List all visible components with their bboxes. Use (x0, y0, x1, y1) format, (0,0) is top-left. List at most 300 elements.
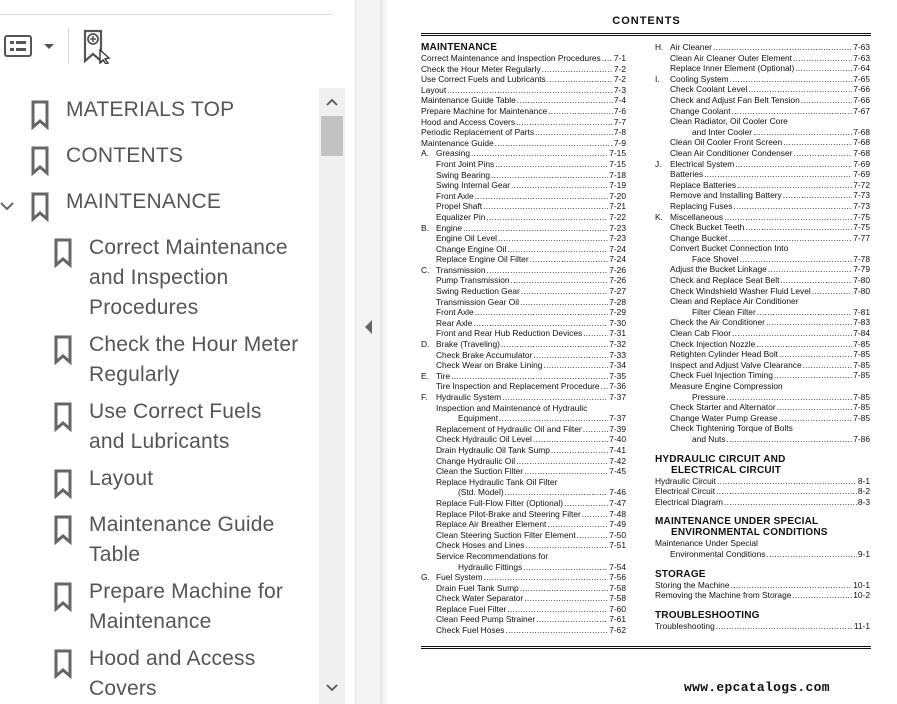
toc-entry[interactable] (421, 117, 626, 128)
panel-splitter[interactable] (355, 0, 381, 704)
leader-dots (740, 254, 853, 265)
leader-dots (507, 604, 608, 615)
toc-entry[interactable] (655, 148, 870, 159)
toc-page-number: 7-68 (853, 126, 870, 137)
leader-dots (812, 286, 853, 297)
toc-entry-text: Check Hydraulic Oil Level (436, 434, 532, 445)
leader-dots (783, 190, 853, 201)
toc-entry[interactable] (421, 201, 626, 212)
toc-entry[interactable] (655, 497, 870, 508)
toc-entry[interactable] (421, 614, 626, 625)
toc-entry[interactable] (655, 222, 870, 233)
toc-entry[interactable] (655, 339, 870, 350)
leader-dots (511, 275, 609, 286)
toc-entry-text: Hood and Access Covers (421, 116, 516, 127)
toc-group-entry[interactable] (421, 572, 626, 583)
toc-entry[interactable] (421, 328, 626, 339)
toc-entry[interactable] (421, 562, 626, 573)
chevron-up-icon (325, 97, 339, 107)
toc-entry[interactable] (655, 180, 870, 191)
leader-dots (533, 434, 608, 445)
toc-group-entry[interactable] (421, 371, 626, 382)
toc-entry[interactable] (655, 413, 870, 424)
toc-entry[interactable] (421, 604, 626, 615)
leader-dots (499, 413, 608, 424)
toc-entry[interactable] (421, 95, 626, 106)
toc-entry-text: Periodic Replacement of Parts (421, 127, 535, 138)
toc-entry-text: Batteries (670, 169, 704, 180)
toolbar-top-divider (0, 14, 333, 15)
toc-group-title: Engine (436, 222, 463, 233)
toc-group-title: Cooling System (670, 73, 729, 84)
toc-entry-text: Correct Maintenance and Inspection Procedures (421, 53, 601, 63)
leader-dots (542, 64, 613, 75)
toc-entry-text: Clean Air Conditioner Condenser (670, 147, 793, 158)
toc-entry[interactable] (421, 381, 626, 392)
bookmark-item[interactable] (30, 95, 300, 130)
toc-page-number: 7-85 (853, 370, 870, 381)
toc-entry-text: Service Recommendations for (436, 550, 549, 561)
leader-dots (730, 74, 853, 85)
toc-section-heading-line2: ENVIRONMENTAL CONDITIONS (671, 527, 828, 539)
leader-dots (731, 580, 853, 591)
leader-dots (733, 201, 852, 212)
toc-entry-text: Front and Rear Hub Reduction Devices (436, 328, 583, 339)
toc-page-number: 10-2 (853, 590, 870, 601)
bookmark-icon (53, 582, 73, 612)
toc-entry[interactable] (421, 85, 626, 96)
leader-dots (507, 244, 608, 255)
toc-group-entry[interactable] (421, 392, 626, 403)
leader-dots (491, 170, 608, 181)
leader-dots (447, 85, 613, 96)
leader-dots (475, 307, 609, 318)
scroll-up-button[interactable] (319, 88, 345, 116)
leader-dots (716, 486, 857, 497)
toc-page-number: 7-37 (609, 392, 626, 402)
toc-page-number: 7-23 (609, 222, 626, 233)
toc-entry-text: Clean Cab Floor (670, 328, 731, 339)
bookmarks-scrollbar[interactable] (319, 88, 345, 704)
bottom-rule (421, 646, 871, 649)
toc-entry[interactable] (421, 275, 626, 286)
toc-entry-text: Change Hydraulic Oil (436, 455, 516, 466)
toc-entry-text: Check the Air Conditioner (670, 317, 765, 328)
toc-page-number: 7-46 (609, 487, 626, 498)
toc-entry[interactable] (421, 413, 626, 424)
toc-entry[interactable] (655, 201, 870, 212)
toc-entry[interactable] (421, 540, 626, 551)
bookmark-label: Correct Maintenance and Inspection Procedures (89, 236, 288, 319)
expand-chevron-icon[interactable] (0, 197, 16, 215)
toc-entry-text: Electrical Circuit (655, 486, 716, 497)
leader-dots (535, 127, 613, 138)
toc-entry[interactable] (655, 549, 870, 560)
toc-page-number: 7-51 (609, 540, 626, 551)
toc-page-number: 7-15 (609, 148, 626, 159)
toc-page-number: 7-75 (853, 211, 870, 222)
toc-entry-text: Filter Clean Filter (692, 306, 756, 317)
toc-entry[interactable] (421, 286, 626, 297)
toc-entry[interactable] (421, 445, 626, 456)
toc-entry[interactable] (655, 317, 870, 328)
bookmark-icon (30, 192, 50, 222)
bookmark-icon (53, 402, 73, 432)
chevron-down-icon (325, 683, 339, 693)
toc-entry[interactable] (421, 424, 626, 435)
scrollbar-thumb[interactable] (321, 116, 343, 156)
toc-page-number: 7-4 (613, 95, 626, 106)
toc-entry-text: Replacement of Hydraulic Oil and Filter (436, 423, 582, 434)
toc-entry-text: Troubleshooting (655, 620, 715, 631)
toc-entry-text: Convert Bucket Connection Into (670, 243, 789, 254)
bookmark-icon (30, 146, 50, 176)
toc-entry[interactable] (655, 360, 870, 371)
toc-page-number: 7-27 (609, 286, 626, 297)
leader-dots (704, 169, 852, 180)
toc-page-number: 7-50 (609, 529, 626, 540)
toc-entry[interactable] (421, 466, 626, 477)
bookmark-tree (0, 88, 316, 704)
options-list-icon (4, 34, 36, 58)
toc-entry[interactable] (421, 180, 626, 191)
bookmark-icon (30, 100, 50, 130)
toc-entry[interactable] (421, 64, 626, 75)
toc-page-number: 7-29 (609, 307, 626, 318)
leader-dots (520, 583, 609, 594)
chevron-down-icon (42, 41, 56, 51)
leader-dots (795, 63, 852, 74)
toc-page-number: 7-45 (609, 466, 626, 477)
toc-entry[interactable] (421, 625, 626, 636)
leader-dots (745, 222, 852, 233)
toc-group-entry[interactable] (655, 74, 870, 85)
collapse-panel-icon[interactable] (362, 318, 374, 336)
toc-entry-text: Prepare Machine for Maintenance (421, 105, 548, 116)
leader-dots (516, 117, 613, 128)
toc-entry[interactable] (421, 307, 626, 318)
toc-entry-text: Replace Full-Flow Filter (Optional) (436, 497, 564, 508)
toc-group-title: Fuel System (436, 572, 483, 583)
bookmark-item[interactable] (53, 330, 303, 390)
toc-page-number: 7-69 (853, 158, 870, 169)
toc-entry[interactable] (655, 476, 870, 487)
toc-entry-text: Check Brake Accumulator (436, 349, 533, 360)
toc-entry-text: Check Injection Nozzle (670, 338, 756, 349)
toc-entry-text: Swing Bearing (436, 169, 491, 180)
toc-page-number: 7-32 (609, 339, 626, 350)
toc-entry[interactable] (421, 254, 626, 265)
leader-dots (753, 127, 852, 138)
leader-dots (601, 381, 609, 392)
bookmark-label: MAINTENANCE (66, 190, 222, 213)
toc-entry[interactable] (655, 590, 870, 601)
toc-entry[interactable] (421, 318, 626, 329)
toc-entry-text: Remove and Installing Battery (670, 190, 782, 201)
toc-entry[interactable] (421, 530, 626, 541)
toc-group-entry[interactable] (421, 148, 626, 159)
toc-entry[interactable] (655, 127, 870, 138)
toc-entry[interactable] (421, 170, 626, 181)
toc-group-letter: E. (421, 370, 429, 381)
toc-section-heading: STORAGE (655, 568, 706, 580)
toc-entry-text: Inspection and Maintenance of Hydraulic (436, 402, 588, 413)
toc-entry[interactable] (655, 370, 870, 381)
toc-entry-text: Front Joint Pins (436, 158, 495, 169)
toc-entry-text: Clean and Replace Air Conditioner (670, 296, 799, 307)
toc-page-number: 7-48 (609, 508, 626, 519)
new-bookmark-button[interactable] (80, 26, 120, 66)
leader-dots (473, 318, 608, 329)
toc-entry-text: Use Correct Fuels and Lubricants (421, 74, 546, 85)
toc-page-number: 7-26 (609, 264, 626, 275)
toc-entry-text: Swing Internal Gear (436, 180, 511, 191)
bookmark-label: Hood and Access Covers (89, 647, 256, 700)
toc-page-number: 7-39 (609, 423, 626, 434)
leader-dots (548, 106, 613, 117)
bookmark-item[interactable] (53, 644, 303, 704)
toc-entry[interactable] (655, 190, 870, 201)
toc-group-letter: C. (421, 264, 430, 275)
toc-entry-text: Check Starter and Alternator (670, 402, 776, 413)
bookmarks-panel (0, 0, 355, 704)
toc-page-number: 7-85 (853, 402, 870, 413)
toc-page-number: 7-19 (609, 180, 626, 191)
toc-group-letter: J. (655, 158, 662, 169)
bookmark-icon (53, 335, 73, 365)
toc-entry[interactable] (421, 519, 626, 530)
toc-entry[interactable] (421, 434, 626, 445)
toc-group-letter: G. (421, 572, 430, 583)
toc-entry-text: Replace Fuel Filter (436, 603, 507, 614)
toc-entry[interactable] (655, 392, 870, 403)
leader-dots (543, 360, 608, 371)
toc-entry-text: Engine Oil Level (436, 233, 497, 244)
toc-entry[interactable] (421, 53, 626, 64)
toc-group-title: Transmission (436, 264, 486, 275)
leader-dots (505, 625, 608, 636)
leader-dots (547, 519, 608, 530)
toc-page-number: 7-63 (853, 42, 870, 52)
toc-group-entry[interactable] (655, 42, 870, 53)
toc-entry-text: Replace Engine Oil Filter (436, 254, 529, 265)
toc-entry[interactable] (655, 95, 870, 106)
bookmark-item[interactable] (30, 187, 300, 222)
bookmark-label: Check the Hour Meter Regularly (89, 333, 299, 386)
toc-entry[interactable] (655, 53, 870, 64)
toc-entry[interactable] (655, 106, 870, 117)
toc-entry[interactable] (421, 244, 626, 255)
leader-dots (463, 223, 608, 234)
leader-dots (774, 370, 852, 381)
toc-page-number: 7-66 (853, 84, 870, 95)
leader-dots (505, 487, 609, 498)
toc-group-letter: A. (421, 148, 429, 159)
toc-entry[interactable] (655, 621, 870, 632)
toc-group-letter: B. (421, 222, 429, 233)
toc-entry[interactable] (421, 583, 626, 594)
toc-page-number: 7-6 (613, 105, 626, 116)
page-title: CONTENTS (612, 15, 681, 27)
toc-page-number: 7-34 (609, 360, 626, 371)
bookmark-options-button[interactable] (4, 26, 60, 66)
toc-page-number: 7-31 (609, 328, 626, 339)
leader-dots (495, 138, 613, 149)
toc-page-number: 7-68 (853, 147, 870, 158)
toc-entry[interactable] (655, 434, 870, 445)
toc-page-number: 7-42 (609, 455, 626, 466)
toc-group-letter: I. (655, 73, 660, 84)
toc-page-number: 7-83 (853, 317, 870, 328)
toc-entry-text: Check Hoses and Lines (436, 540, 525, 551)
toc-entry-text: Rear Axle (436, 317, 473, 328)
toc-entry-text: Environmental Conditions (670, 548, 766, 559)
toc-page-number: 10-1 (853, 579, 870, 590)
toc-group-entry[interactable] (421, 223, 626, 234)
toc-page-number: 7-84 (853, 328, 870, 339)
leader-dots (779, 349, 852, 360)
bookmark-item[interactable] (53, 510, 303, 570)
toc-entry[interactable] (421, 212, 626, 223)
bookmark-item[interactable] (53, 577, 303, 637)
toc-entry[interactable] (421, 127, 626, 138)
toc-entry[interactable] (421, 191, 626, 202)
leader-dots (717, 476, 857, 487)
toc-page-number: 7-69 (853, 169, 870, 180)
leader-dots (732, 328, 852, 339)
bookmarks-toolbar (0, 0, 335, 90)
leader-dots (501, 339, 608, 350)
toc-page-number: 8-1 (857, 475, 870, 486)
leader-dots (801, 95, 852, 106)
bookmark-item[interactable] (53, 464, 303, 499)
toc-entry[interactable] (655, 580, 870, 591)
toc-page-number: 7-21 (609, 201, 626, 212)
toc-group-entry[interactable] (655, 212, 870, 223)
toc-page-number: 8-2 (857, 486, 870, 497)
toc-page-number: 7-68 (853, 137, 870, 148)
toc-entry[interactable] (655, 63, 870, 74)
toc-entry[interactable] (655, 264, 870, 275)
leader-dots (451, 371, 608, 382)
document-page (388, 0, 897, 704)
bookmark-label: CONTENTS (66, 144, 184, 167)
toc-page-number: 7-80 (853, 275, 870, 286)
toc-entry[interactable] (655, 137, 870, 148)
leader-dots (551, 445, 608, 456)
toc-entry[interactable] (421, 360, 626, 371)
toc-entry[interactable] (655, 254, 870, 265)
bookmark-item[interactable] (53, 233, 303, 323)
toc-page-number: 7-28 (609, 296, 626, 307)
toc-entry[interactable] (655, 349, 870, 360)
toc-group-entry[interactable] (421, 339, 626, 350)
leader-dots (748, 84, 852, 95)
leader-dots (737, 180, 852, 191)
toc-page-number: 7-7 (613, 116, 626, 127)
leader-dots (564, 498, 608, 509)
leader-dots (766, 317, 852, 328)
toc-entry[interactable] (655, 275, 870, 286)
toc-entry[interactable] (655, 328, 870, 339)
bookmark-icon (53, 649, 73, 679)
toc-group-title: Hydraulic System (436, 392, 502, 402)
toc-entry[interactable] (655, 402, 870, 413)
toc-page-number: 7-85 (853, 359, 870, 370)
toc-page-number: 7-60 (609, 603, 626, 614)
toc-entry-text: Check Fuel Hoses (436, 625, 505, 636)
toc-entry[interactable] (655, 307, 870, 318)
toc-page-number: 7-75 (853, 222, 870, 233)
toc-group-entry[interactable] (655, 159, 870, 170)
toc-group-entry[interactable] (421, 265, 626, 276)
toc-entry[interactable] (421, 297, 626, 308)
toc-entry[interactable] (421, 509, 626, 520)
toc-entry[interactable] (655, 286, 870, 297)
toc-entry-text: Removing the Machine from Storage (655, 590, 792, 601)
toc-entry-text: Clean Feed Pump Strainer (436, 614, 536, 625)
scroll-down-button[interactable] (319, 674, 345, 702)
toc-entry-text: Maintenance Under Special (655, 538, 758, 549)
toc-entry-text: Adjust the Bucket Linkage (670, 264, 767, 275)
leader-dots (487, 265, 609, 276)
leader-dots (523, 562, 608, 573)
toc-entry-text: Clean Air Cleaner Outer Element (670, 52, 792, 63)
toc-entry[interactable] (421, 106, 626, 117)
leader-dots (483, 201, 608, 212)
leader-dots (716, 621, 853, 632)
toc-entry[interactable] (421, 159, 626, 170)
toc-entry-text: Clean Steering Suction Filter Element (436, 529, 576, 540)
toc-entry-text: Electrical Diagram (655, 496, 723, 507)
toc-entry-text: Storing the Machine (655, 579, 730, 590)
leader-dots (793, 148, 852, 159)
toc-entry[interactable] (421, 593, 626, 604)
toc-entry-text: Transmission Gear Oil (436, 296, 519, 307)
toc-page-number: 7-85 (853, 391, 870, 402)
toc-entry[interactable] (655, 169, 870, 180)
toc-entry[interactable] (421, 498, 626, 509)
toc-entry[interactable] (421, 74, 626, 85)
toc-entry[interactable] (421, 487, 626, 498)
toc-entry[interactable] (421, 350, 626, 361)
toc-entry[interactable] (655, 233, 870, 244)
toc-section-heading-line2: ELECTRICAL CIRCUIT (671, 464, 782, 476)
toolbar-vertical-divider (68, 28, 69, 64)
toc-group-letter: D. (421, 339, 430, 350)
toc-entry[interactable] (421, 456, 626, 467)
toc-group-title: Air Cleaner (670, 42, 712, 52)
toc-page-number: 7-23 (609, 233, 626, 244)
toc-entry-text: Clean the Suction Filter (436, 466, 524, 477)
bookmark-item[interactable] (53, 397, 303, 457)
leader-dots (475, 191, 609, 202)
toc-entry-text: Drain Fuel Tank Sump (436, 582, 519, 593)
leader-dots (783, 137, 852, 148)
toc-entry[interactable] (655, 486, 870, 497)
toc-page-number: 7-49 (609, 519, 626, 530)
toc-entry[interactable] (655, 84, 870, 95)
toc-entry[interactable] (421, 138, 626, 149)
toc-page-number: 7-78 (853, 253, 870, 264)
toc-entry[interactable] (421, 233, 626, 244)
toc-entry-text: Replace Pilot-Brake and Steering Filter (436, 508, 581, 519)
toc-group-title: Miscellaneous (670, 211, 724, 222)
toc-page-number: 7-63 (853, 52, 870, 63)
leader-dots (524, 593, 608, 604)
toc-page-number: 7-64 (853, 63, 870, 74)
bookmark-item[interactable] (30, 141, 300, 176)
